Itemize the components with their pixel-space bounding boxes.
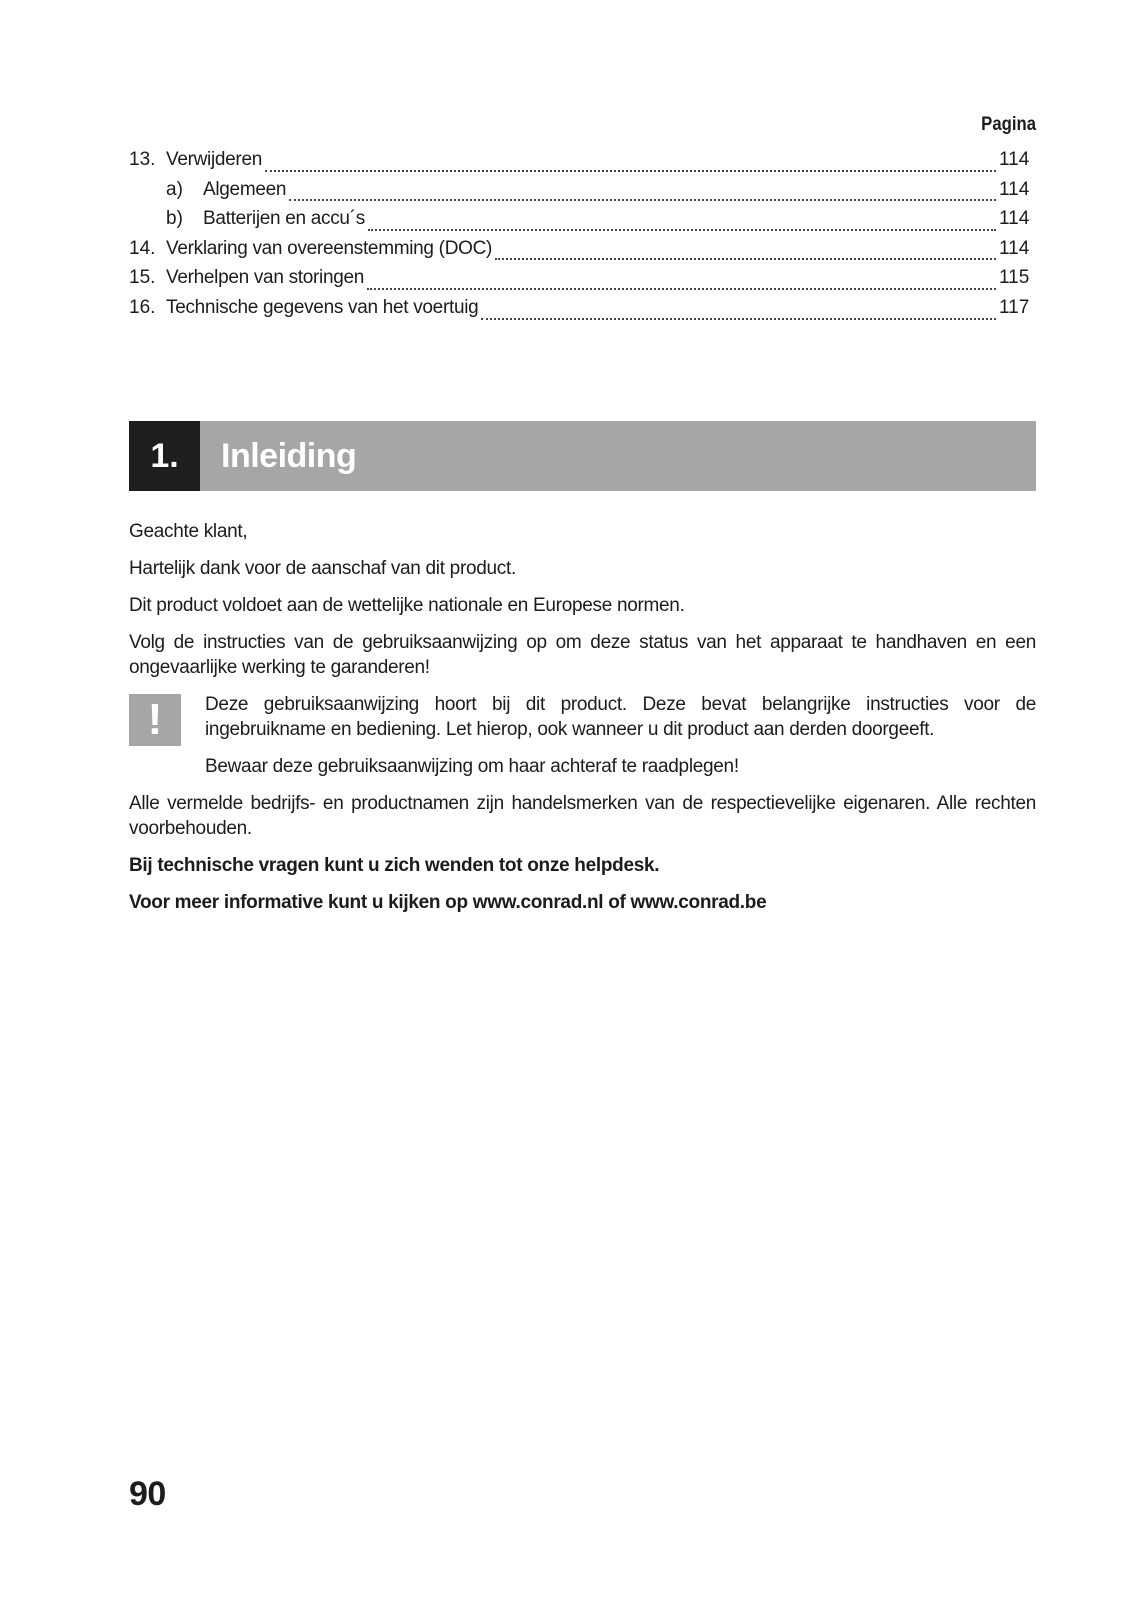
body-paragraph: Dit product voldoet aan de wettelijke nationale en Europese normen. [129, 595, 685, 616]
important-notice [129, 692, 1036, 779]
body-paragraph: Alle vermelde bedrijfs- en productnamen zijn handelsmerken van de respectievelijke eigenaren. Alle rechten voorbehouden. [129, 793, 1036, 839]
toc-entry-page: 114 [999, 178, 1030, 200]
notice-text [205, 692, 1036, 779]
toc-entry-page: 115 [999, 267, 1030, 289]
toc-leader-dots [481, 317, 996, 320]
exclamation-icon: ! [129, 694, 181, 746]
toc-entry-title: Algemeen [203, 178, 287, 200]
toc-entry-title: Verklaring van overeenstemming (DOC) [166, 237, 493, 259]
toc-leader-dots [367, 287, 996, 290]
toc-entry-number: 15. [129, 267, 156, 289]
toc-entry[interactable] [129, 267, 1029, 297]
notice-paragraph: Bewaar deze gebruiksaanwijzing om haar achteraf te raadplegen! [205, 756, 739, 777]
toc-entry-number: 14. [129, 237, 156, 259]
website-note: Voor meer informative kunt u kijken op www.conrad.nl of www.conrad.be [129, 892, 767, 913]
toc-entry-title: Verhelpen van storingen [166, 267, 365, 289]
salutation: Geachte klant, [129, 521, 248, 542]
section-title: Inleiding [221, 436, 357, 475]
section-number: 1. [129, 421, 200, 491]
section-heading-bar [129, 421, 1036, 491]
toc-entry[interactable] [129, 238, 1029, 268]
toc-entry-title: Batterijen en accu´s [203, 208, 365, 230]
toc-entry-title: Technische gegevens van het voertuig [166, 296, 479, 318]
toc-entry-number: 13. [129, 149, 156, 170]
toc-subentry[interactable] [129, 179, 1029, 209]
toc-page-header: Pagina [981, 114, 1036, 135]
page-number: 90 [129, 1475, 166, 1513]
toc-entry[interactable] [129, 297, 1029, 327]
toc-entry-page: 117 [999, 296, 1030, 318]
toc-entry[interactable] [129, 149, 1029, 179]
toc-entry-number: 16. [129, 296, 156, 318]
toc-entry-number: a) [166, 178, 183, 200]
toc-entry-number: b) [166, 208, 183, 230]
toc-leader-dots [265, 169, 996, 172]
toc-subentry[interactable] [129, 208, 1029, 238]
toc-leader-dots [289, 198, 996, 201]
notice-paragraph: Deze gebruiksaanwijzing hoort bij dit product. Deze bevat belangrijke instructies voor de ingebruikname en bediening. Let hierop, ook wanneer u dit product aan derden doorgeeft. [205, 694, 1036, 740]
toc-entry-title: Verwijderen [166, 149, 262, 170]
body-paragraph: Volg de instructies van de gebruiksaanwijzing op om deze status van het apparaat te handhaven en een ongevaarlijke werking te garanderen! [129, 632, 1036, 678]
toc-leader-dots [495, 257, 996, 260]
helpdesk-note: Bij technische vragen kunt u zich wenden tot onze helpdesk. [129, 855, 660, 876]
table-of-contents [129, 149, 1029, 327]
toc-leader-dots [368, 228, 996, 231]
toc-entry-page: 114 [999, 208, 1030, 230]
toc-entry-page: 114 [999, 237, 1030, 259]
section-body [129, 519, 1036, 927]
toc-entry-page: 114 [999, 149, 1030, 170]
body-paragraph: Hartelijk dank voor de aanschaf van dit product. [129, 558, 516, 579]
